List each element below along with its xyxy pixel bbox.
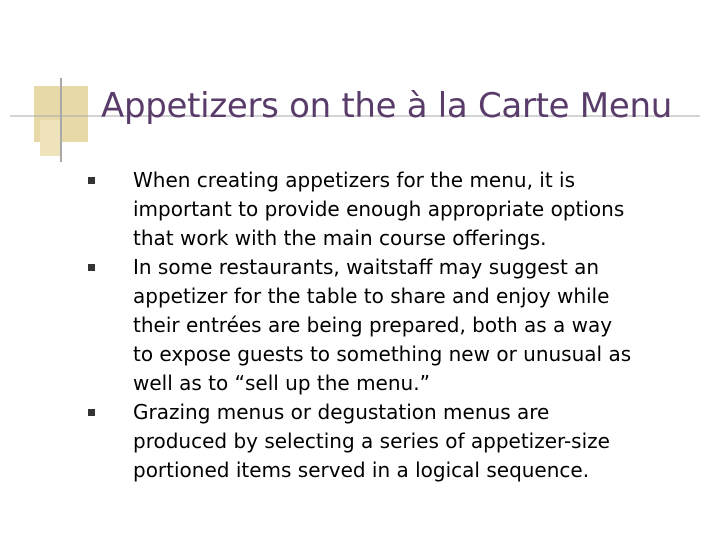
bullet-marker [88, 177, 95, 184]
accent-square-small [40, 120, 62, 156]
bullet-item [0, 253, 720, 398]
bullet-text: In some restaurants, waitstaff may suggest an appetizer for the table to share and enjoy while their entrées are being prepared, both as a way to expose guests to something new or unusual as well as to “sell up the menu.” [133, 255, 632, 395]
bullet-list [0, 166, 720, 485]
bullet-text: When creating appetizers for the menu, it is important to provide enough appropriate options that work with the main course offerings. [133, 168, 625, 250]
bullet-text: Grazing menus or degustation menus are produced by selecting a series of appetizer-size portioned items served in a logical sequence. [133, 400, 610, 482]
slide-title: Appetizers on the à la Carte Menu [101, 86, 672, 126]
bullet-marker [88, 264, 95, 271]
bullet-item [0, 398, 720, 485]
bullet-item [0, 166, 720, 253]
bullet-marker [88, 409, 95, 416]
